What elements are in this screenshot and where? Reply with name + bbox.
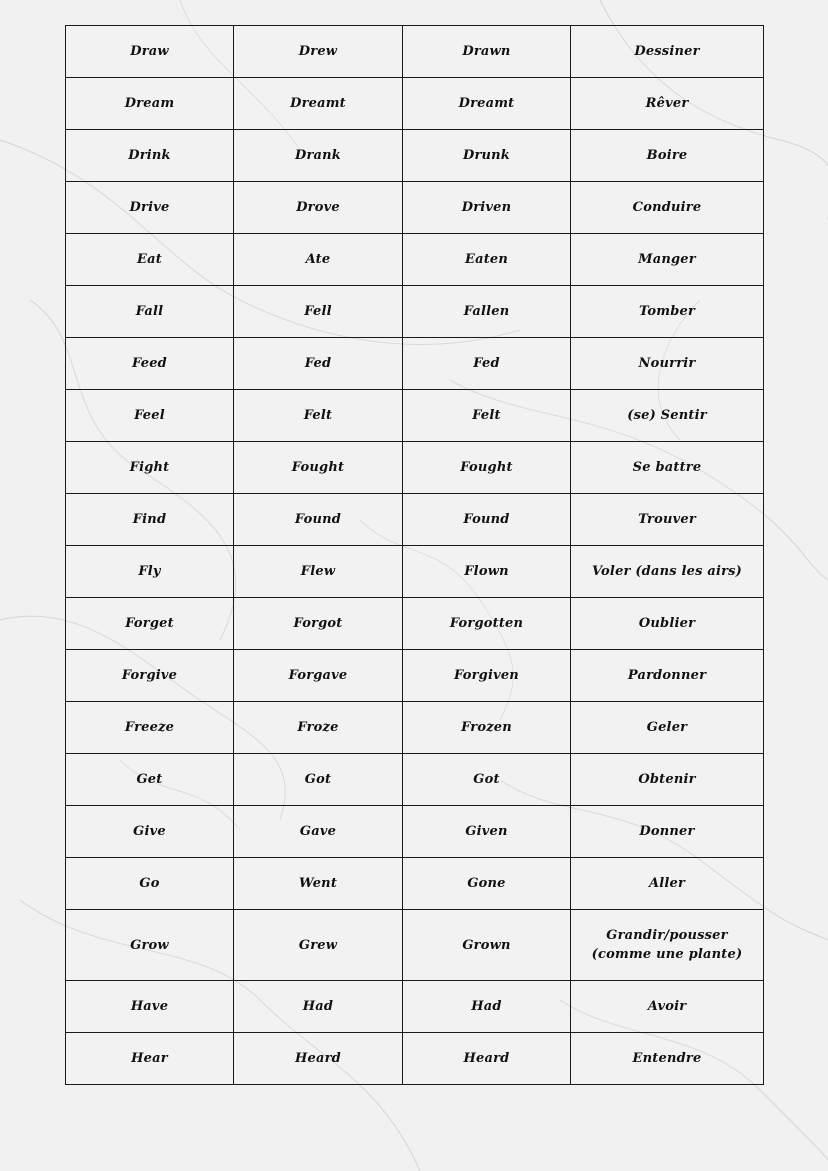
french-translation-cell: Boire — [571, 130, 764, 182]
past-participle-cell: Fallen — [403, 286, 571, 338]
verb-row — [66, 598, 764, 650]
past-simple-cell: Froze — [234, 702, 403, 754]
past-simple-cell: Found — [234, 494, 403, 546]
base-form-cell: Draw — [66, 26, 234, 78]
verb-row — [66, 981, 764, 1033]
past-simple-cell: Felt — [234, 390, 403, 442]
past-participle-cell: Forgotten — [403, 598, 571, 650]
base-form-cell: Go — [66, 858, 234, 910]
base-form-cell: Get — [66, 754, 234, 806]
verb-row — [66, 910, 764, 981]
french-translation-cell: Obtenir — [571, 754, 764, 806]
base-form-cell: Fall — [66, 286, 234, 338]
french-translation-cell: Tomber — [571, 286, 764, 338]
verb-row — [66, 130, 764, 182]
verb-row — [66, 858, 764, 910]
past-participle-cell: Fought — [403, 442, 571, 494]
verb-row — [66, 234, 764, 286]
base-form-cell: Forget — [66, 598, 234, 650]
base-form-cell: Give — [66, 806, 234, 858]
base-form-cell: Grow — [66, 910, 234, 981]
base-form-cell: Fly — [66, 546, 234, 598]
base-form-cell: Hear — [66, 1033, 234, 1085]
past-simple-cell: Fought — [234, 442, 403, 494]
verb-row — [66, 286, 764, 338]
past-participle-cell: Heard — [403, 1033, 571, 1085]
past-simple-cell: Ate — [234, 234, 403, 286]
french-translation-cell: Conduire — [571, 182, 764, 234]
base-form-cell: Dream — [66, 78, 234, 130]
verb-row — [66, 650, 764, 702]
past-simple-cell: Drove — [234, 182, 403, 234]
past-participle-cell: Had — [403, 981, 571, 1033]
past-participle-cell: Dreamt — [403, 78, 571, 130]
verb-row — [66, 546, 764, 598]
verb-row — [66, 754, 764, 806]
base-form-cell: Have — [66, 981, 234, 1033]
past-simple-cell: Fell — [234, 286, 403, 338]
past-participle-cell: Drawn — [403, 26, 571, 78]
past-simple-cell: Heard — [234, 1033, 403, 1085]
verb-row — [66, 702, 764, 754]
verb-row — [66, 806, 764, 858]
verb-table-body — [66, 26, 764, 1085]
base-form-cell: Drink — [66, 130, 234, 182]
past-simple-cell: Forgot — [234, 598, 403, 650]
french-translation-cell: Avoir — [571, 981, 764, 1033]
french-translation-cell: Aller — [571, 858, 764, 910]
base-form-cell: Find — [66, 494, 234, 546]
verb-row — [66, 78, 764, 130]
french-translation-cell: Grandir/pousser (comme une plante) — [571, 910, 764, 981]
verb-row — [66, 494, 764, 546]
past-participle-cell: Flown — [403, 546, 571, 598]
french-translation-cell: Manger — [571, 234, 764, 286]
past-participle-cell: Driven — [403, 182, 571, 234]
past-simple-cell: Went — [234, 858, 403, 910]
verb-row — [66, 338, 764, 390]
base-form-cell: Forgive — [66, 650, 234, 702]
french-translation-cell: Rêver — [571, 78, 764, 130]
french-translation-cell: Geler — [571, 702, 764, 754]
irregular-verbs-table — [65, 25, 764, 1085]
past-simple-cell: Fed — [234, 338, 403, 390]
past-simple-cell: Got — [234, 754, 403, 806]
verb-row — [66, 390, 764, 442]
french-translation-cell: Dessiner — [571, 26, 764, 78]
past-participle-cell: Forgiven — [403, 650, 571, 702]
french-translation-cell: Oublier — [571, 598, 764, 650]
base-form-cell: Freeze — [66, 702, 234, 754]
verb-row — [66, 182, 764, 234]
past-participle-cell: Fed — [403, 338, 571, 390]
verb-row — [66, 26, 764, 78]
french-translation-cell: (se) Sentir — [571, 390, 764, 442]
french-translation-cell: Donner — [571, 806, 764, 858]
past-simple-cell: Drew — [234, 26, 403, 78]
past-simple-cell: Grew — [234, 910, 403, 981]
base-form-cell: Fight — [66, 442, 234, 494]
past-participle-cell: Found — [403, 494, 571, 546]
past-participle-cell: Felt — [403, 390, 571, 442]
past-simple-cell: Gave — [234, 806, 403, 858]
past-participle-cell: Grown — [403, 910, 571, 981]
past-simple-cell: Dreamt — [234, 78, 403, 130]
french-translation-cell: Entendre — [571, 1033, 764, 1085]
french-translation-cell: Voler (dans les airs) — [571, 546, 764, 598]
french-translation-cell: Pardonner — [571, 650, 764, 702]
past-simple-cell: Forgave — [234, 650, 403, 702]
base-form-cell: Feed — [66, 338, 234, 390]
past-simple-cell: Had — [234, 981, 403, 1033]
past-participle-cell: Eaten — [403, 234, 571, 286]
past-simple-cell: Drank — [234, 130, 403, 182]
past-participle-cell: Drunk — [403, 130, 571, 182]
base-form-cell: Drive — [66, 182, 234, 234]
french-translation-cell: Trouver — [571, 494, 764, 546]
french-translation-cell: Nourrir — [571, 338, 764, 390]
verb-row — [66, 442, 764, 494]
past-participle-cell: Gone — [403, 858, 571, 910]
base-form-cell: Feel — [66, 390, 234, 442]
past-participle-cell: Got — [403, 754, 571, 806]
past-simple-cell: Flew — [234, 546, 403, 598]
past-participle-cell: Frozen — [403, 702, 571, 754]
past-participle-cell: Given — [403, 806, 571, 858]
french-translation-cell: Se battre — [571, 442, 764, 494]
verb-row — [66, 1033, 764, 1085]
base-form-cell: Eat — [66, 234, 234, 286]
